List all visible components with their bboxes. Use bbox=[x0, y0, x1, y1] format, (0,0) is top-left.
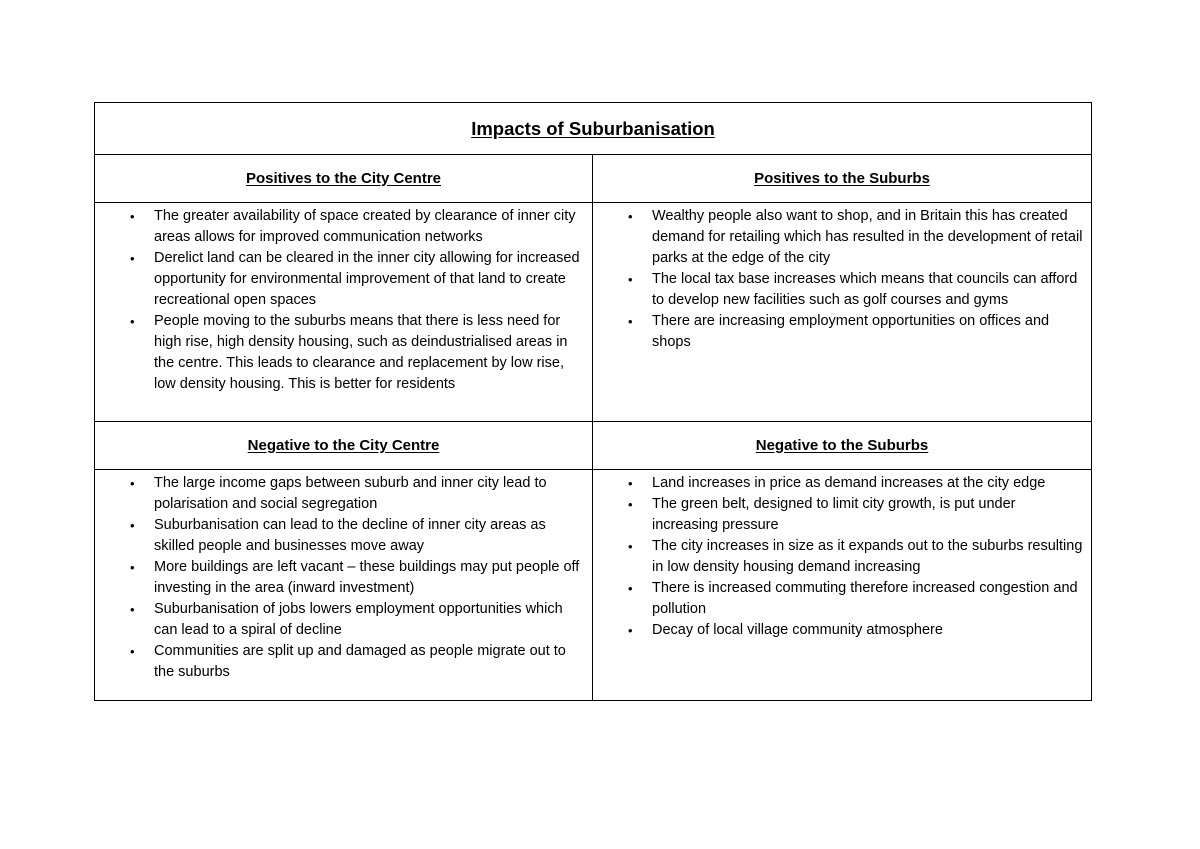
list-item: • More buildings are left vacant – these buildings may put people off investing in the area (inward investment) bbox=[130, 559, 580, 596]
positives-suburbs-heading: Positives to the Suburbs bbox=[754, 169, 930, 187]
list-item: • Decay of local village community atmosphere bbox=[593, 620, 1091, 641]
table-title: Impacts of Suburbanisation bbox=[471, 117, 715, 139]
negative-suburbs-cell bbox=[593, 470, 1092, 701]
bullet-icon: • bbox=[628, 476, 633, 491]
positives-content-row bbox=[95, 203, 1092, 422]
negative-suburbs-heading: Negative to the Suburbs bbox=[755, 436, 929, 454]
positives-city-cell bbox=[95, 203, 593, 422]
bullet-icon: • bbox=[130, 314, 135, 329]
negatives-heading-row bbox=[95, 422, 1092, 470]
title-row bbox=[95, 103, 1092, 155]
negative-city-cell bbox=[95, 470, 593, 701]
negative-suburbs-list bbox=[593, 473, 1091, 641]
list-item: • Wealthy people also want to shop, and in Britain this has created demand for retailing which has resulted in the development of retail parks at the edge of the city bbox=[628, 208, 1083, 266]
positives-suburbs-heading-cell bbox=[593, 155, 1092, 203]
bullet-icon: • bbox=[628, 209, 633, 224]
list-item: • The large income gaps between suburb and inner city lead to polarisation and social segregation bbox=[130, 475, 547, 512]
positives-city-heading-cell bbox=[95, 155, 593, 203]
list-item: • The local tax base increases which means that councils can afford to develop new facilities such as golf courses and gyms bbox=[628, 271, 1078, 308]
bullet-icon: • bbox=[628, 272, 633, 287]
positives-city-list bbox=[95, 206, 592, 395]
positives-city-heading: Positives to the City Centre bbox=[245, 169, 442, 187]
bullet-icon: • bbox=[130, 476, 135, 491]
bullet-icon: • bbox=[628, 581, 633, 596]
list-item: • There is increased commuting therefore increased congestion and pollution bbox=[628, 580, 1078, 617]
bullet-icon: • bbox=[130, 602, 135, 617]
list-item: • Suburbanisation can lead to the decline of inner city areas as skilled people and businesses move away bbox=[130, 517, 546, 554]
positives-heading-row bbox=[95, 155, 1092, 203]
negatives-content-row bbox=[95, 470, 1092, 701]
bullet-icon: • bbox=[130, 251, 135, 266]
bullet-icon: • bbox=[130, 518, 135, 533]
negative-suburbs-heading-cell bbox=[593, 422, 1092, 470]
list-item: • Suburbanisation of jobs lowers employment opportunities which can lead to a spiral of decline bbox=[130, 601, 563, 638]
list-item: • There are increasing employment opportunities on offices and shops bbox=[628, 313, 1050, 350]
list-item: • Derelict land can be cleared in the inner city allowing for increased opportunity for environmental improvement of that land to create recreational open spaces bbox=[130, 250, 580, 308]
bullet-icon: • bbox=[628, 497, 633, 512]
list-item: • The greater availability of space created by clearance of inner city areas allows for improved communication networks bbox=[130, 208, 576, 245]
bullet-icon: • bbox=[628, 539, 633, 554]
positives-suburbs-list bbox=[593, 206, 1091, 353]
list-item: • Communities are split up and damaged as people migrate out to the suburbs bbox=[130, 643, 566, 680]
bullet-icon: • bbox=[628, 623, 633, 638]
negative-city-heading: Negative to the City Centre bbox=[247, 436, 440, 454]
negative-city-heading-cell bbox=[95, 422, 593, 470]
impacts-table bbox=[94, 102, 1092, 701]
bullet-icon: • bbox=[628, 314, 633, 329]
title-cell bbox=[95, 103, 1092, 155]
positives-suburbs-cell bbox=[593, 203, 1092, 422]
list-item: • The city increases in size as it expands out to the suburbs resulting in low density housing demand increasing bbox=[628, 538, 1083, 575]
list-item: • The green belt, designed to limit city growth, is put under increasing pressure bbox=[628, 496, 1016, 533]
list-item: • People moving to the suburbs means that there is less need for high rise, high density housing, such as deindustrialised areas in the centre. This leads to clearance and replacement by low rise, low density housing. This is better for residents bbox=[130, 313, 568, 392]
negative-city-list bbox=[95, 473, 592, 683]
list-item: • Land increases in price as demand increases at the city edge bbox=[593, 473, 1091, 494]
bullet-icon: • bbox=[130, 644, 135, 659]
bullet-icon: • bbox=[130, 560, 135, 575]
bullet-icon: • bbox=[130, 209, 135, 224]
